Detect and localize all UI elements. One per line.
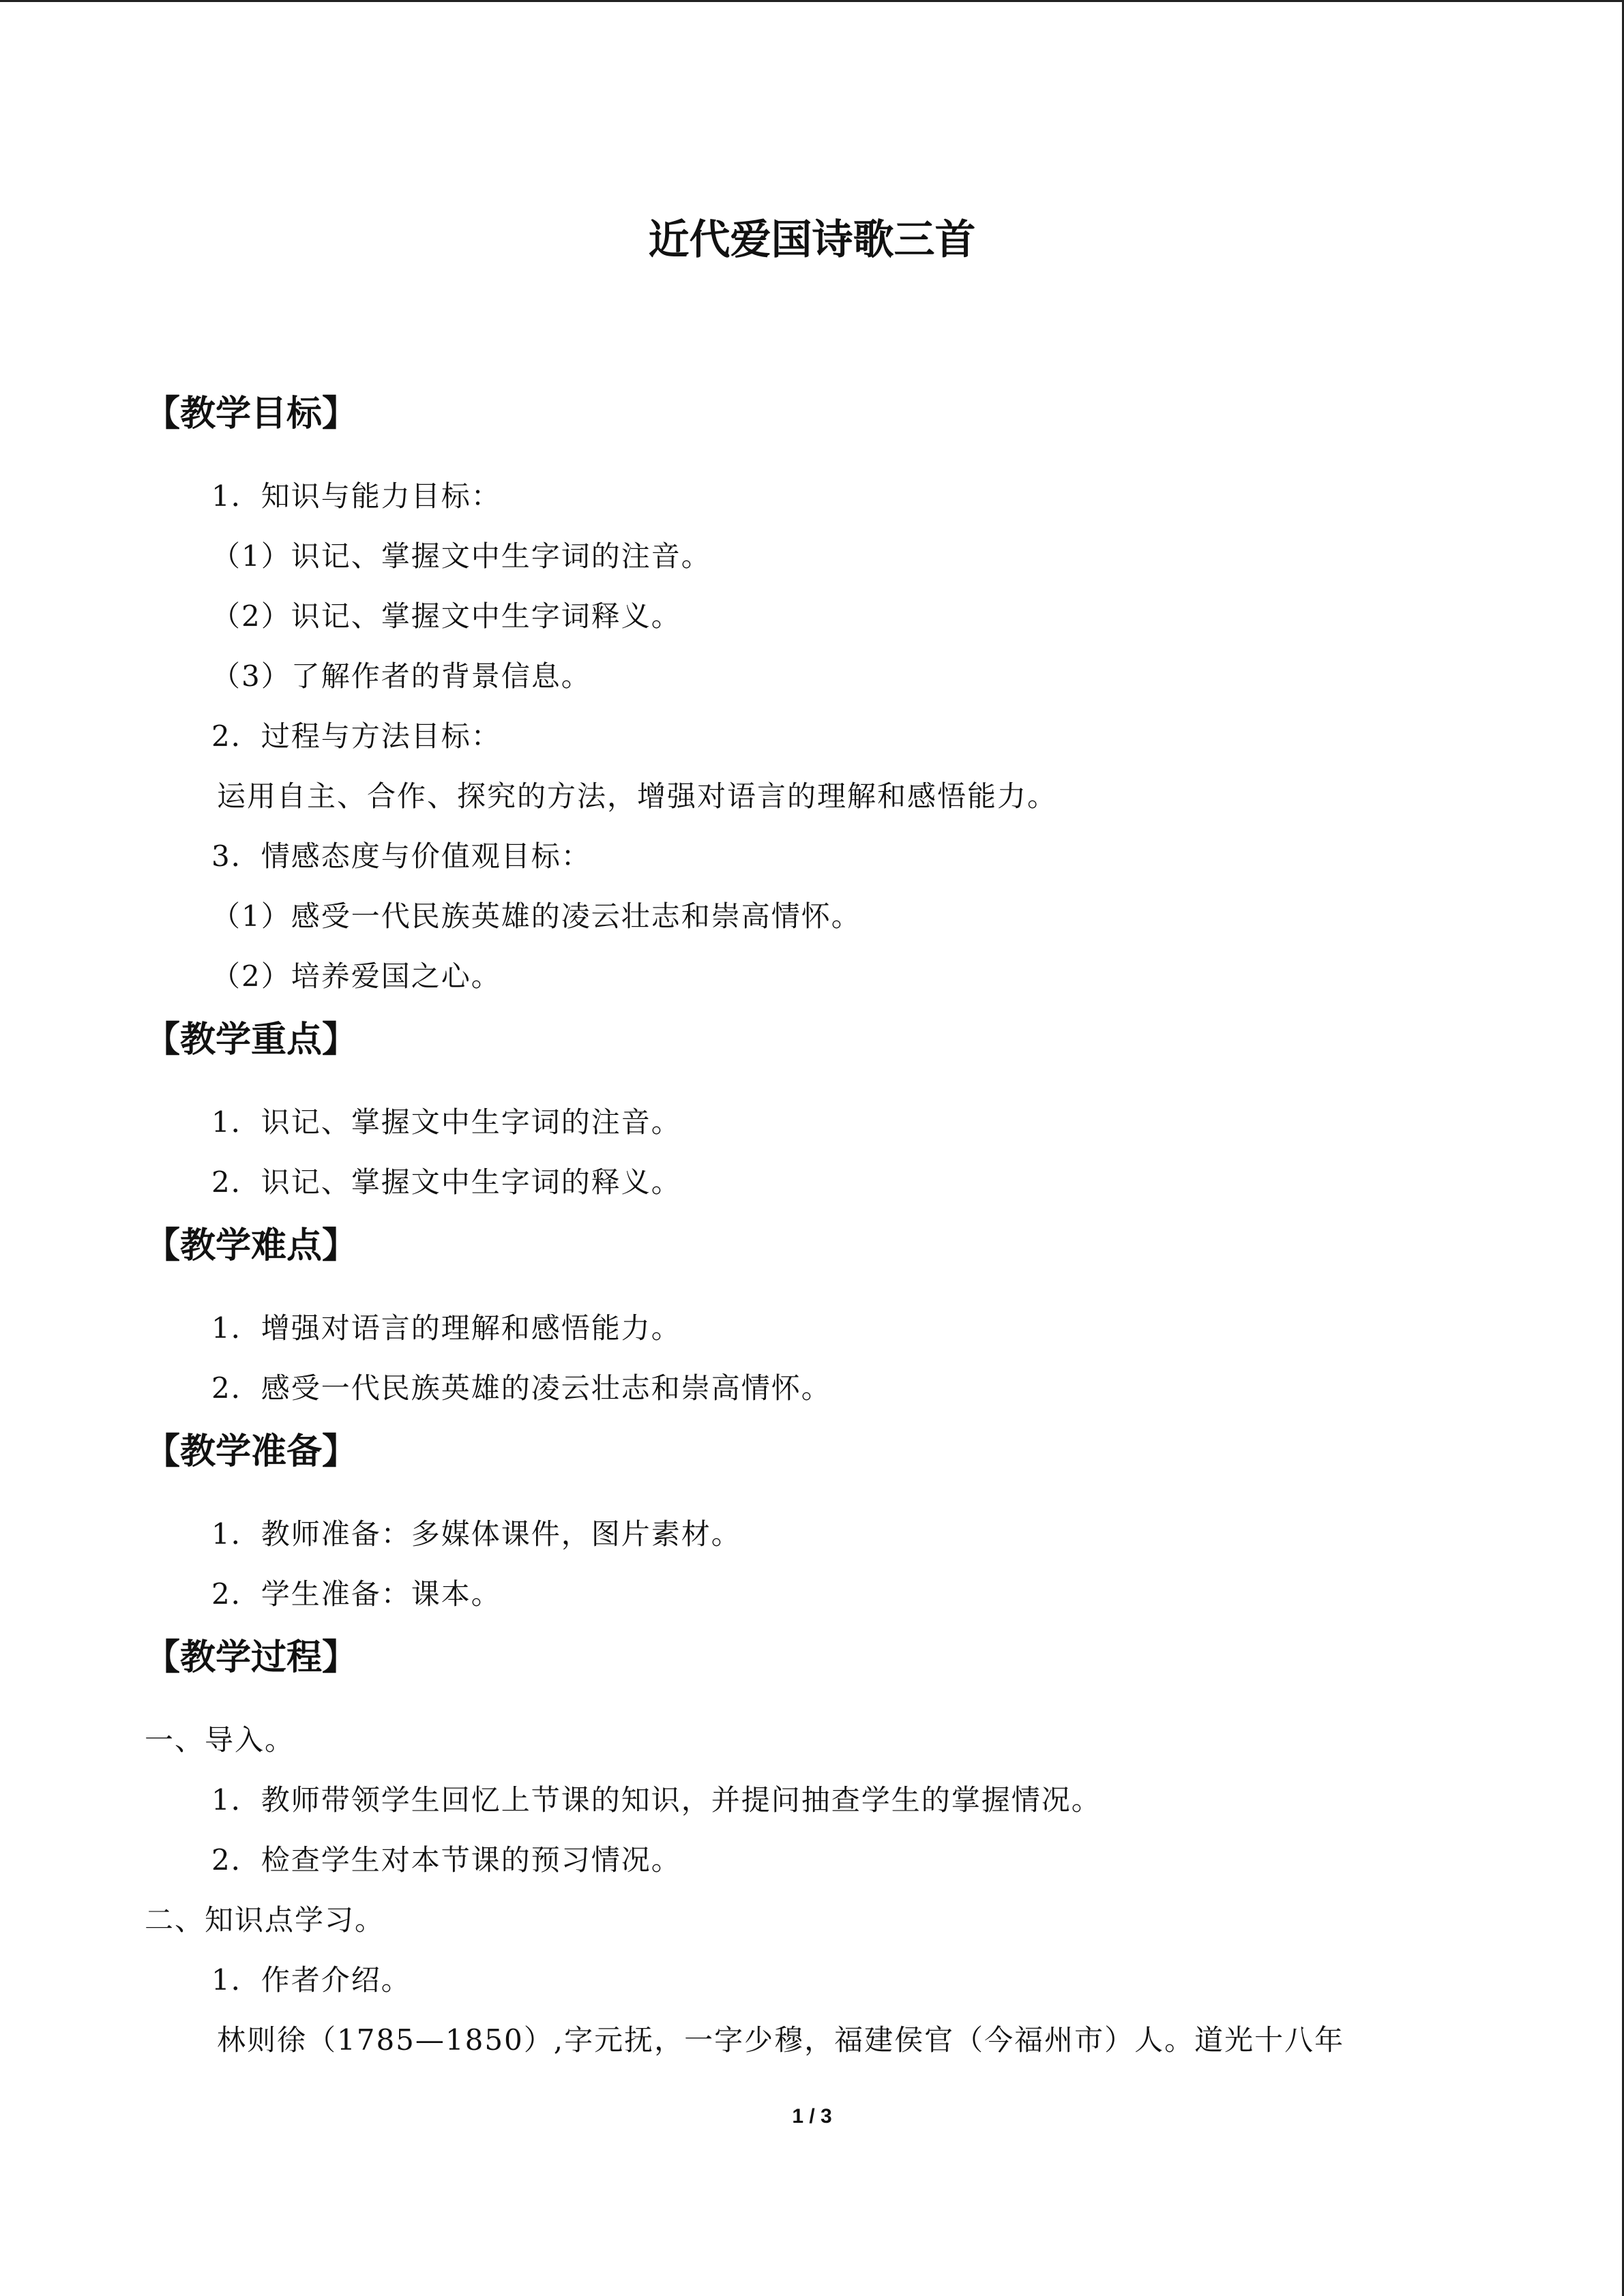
process-line: 1．作者介绍。: [211, 1963, 411, 1997]
section-heading-difficulties: 【教学难点】: [145, 1225, 358, 1266]
page-number: 1 / 3: [792, 2105, 832, 2128]
section-heading-key-points: 【教学重点】: [145, 1019, 358, 1060]
objective-line: 3．情感态度与价值观目标：: [211, 839, 591, 873]
page-border-top: [0, 0, 1624, 2]
key-point-line: 1．识记、掌握文中生字词的注音。: [211, 1105, 681, 1139]
process-line: 1．教师带领学生回忆上节课的知识，并提问抽查学生的掌握情况。: [211, 1783, 1102, 1817]
process-line: 林则徐（1785—1850）,字元抚，一字少穆，福建侯官（今福州市）人。道光十八年: [217, 2023, 1345, 2057]
process-line: 一、导入。: [145, 1723, 295, 1757]
objective-line: （3）了解作者的背景信息。: [211, 659, 591, 693]
key-point-line: 2．识记、掌握文中生字词的释义。: [211, 1165, 681, 1199]
section-heading-objectives: 【教学目标】: [145, 393, 358, 434]
objective-line: 运用自主、合作、探究的方法，增强对语言的理解和感悟能力。: [217, 779, 1058, 813]
objective-line: （2）识记、掌握文中生字词释义。: [211, 599, 681, 633]
process-line: 二、知识点学习。: [145, 1903, 385, 1937]
difficulty-line: 1．增强对语言的理解和感悟能力。: [211, 1311, 681, 1345]
section-heading-process: 【教学过程】: [145, 1637, 358, 1678]
difficulty-line: 2．感受一代民族英雄的凌云壮志和崇高情怀。: [211, 1371, 831, 1405]
objective-line: 2．过程与方法目标：: [211, 719, 501, 753]
preparation-line: 2．学生准备：课本。: [211, 1577, 501, 1611]
objective-line: （2）培养爱国之心。: [211, 959, 501, 993]
document-title: 近代爱国诗歌三首: [648, 216, 976, 264]
objective-line: （1）感受一代民族英雄的凌云壮志和崇高情怀。: [211, 899, 861, 933]
objective-line: （1）识记、掌握文中生字词的注音。: [211, 539, 711, 573]
preparation-line: 1．教师准备：多媒体课件，图片素材。: [211, 1517, 741, 1551]
process-line: 2．检查学生对本节课的预习情况。: [211, 1843, 681, 1877]
section-heading-preparation: 【教学准备】: [145, 1431, 358, 1472]
objective-line: 1．知识与能力目标：: [211, 479, 501, 513]
